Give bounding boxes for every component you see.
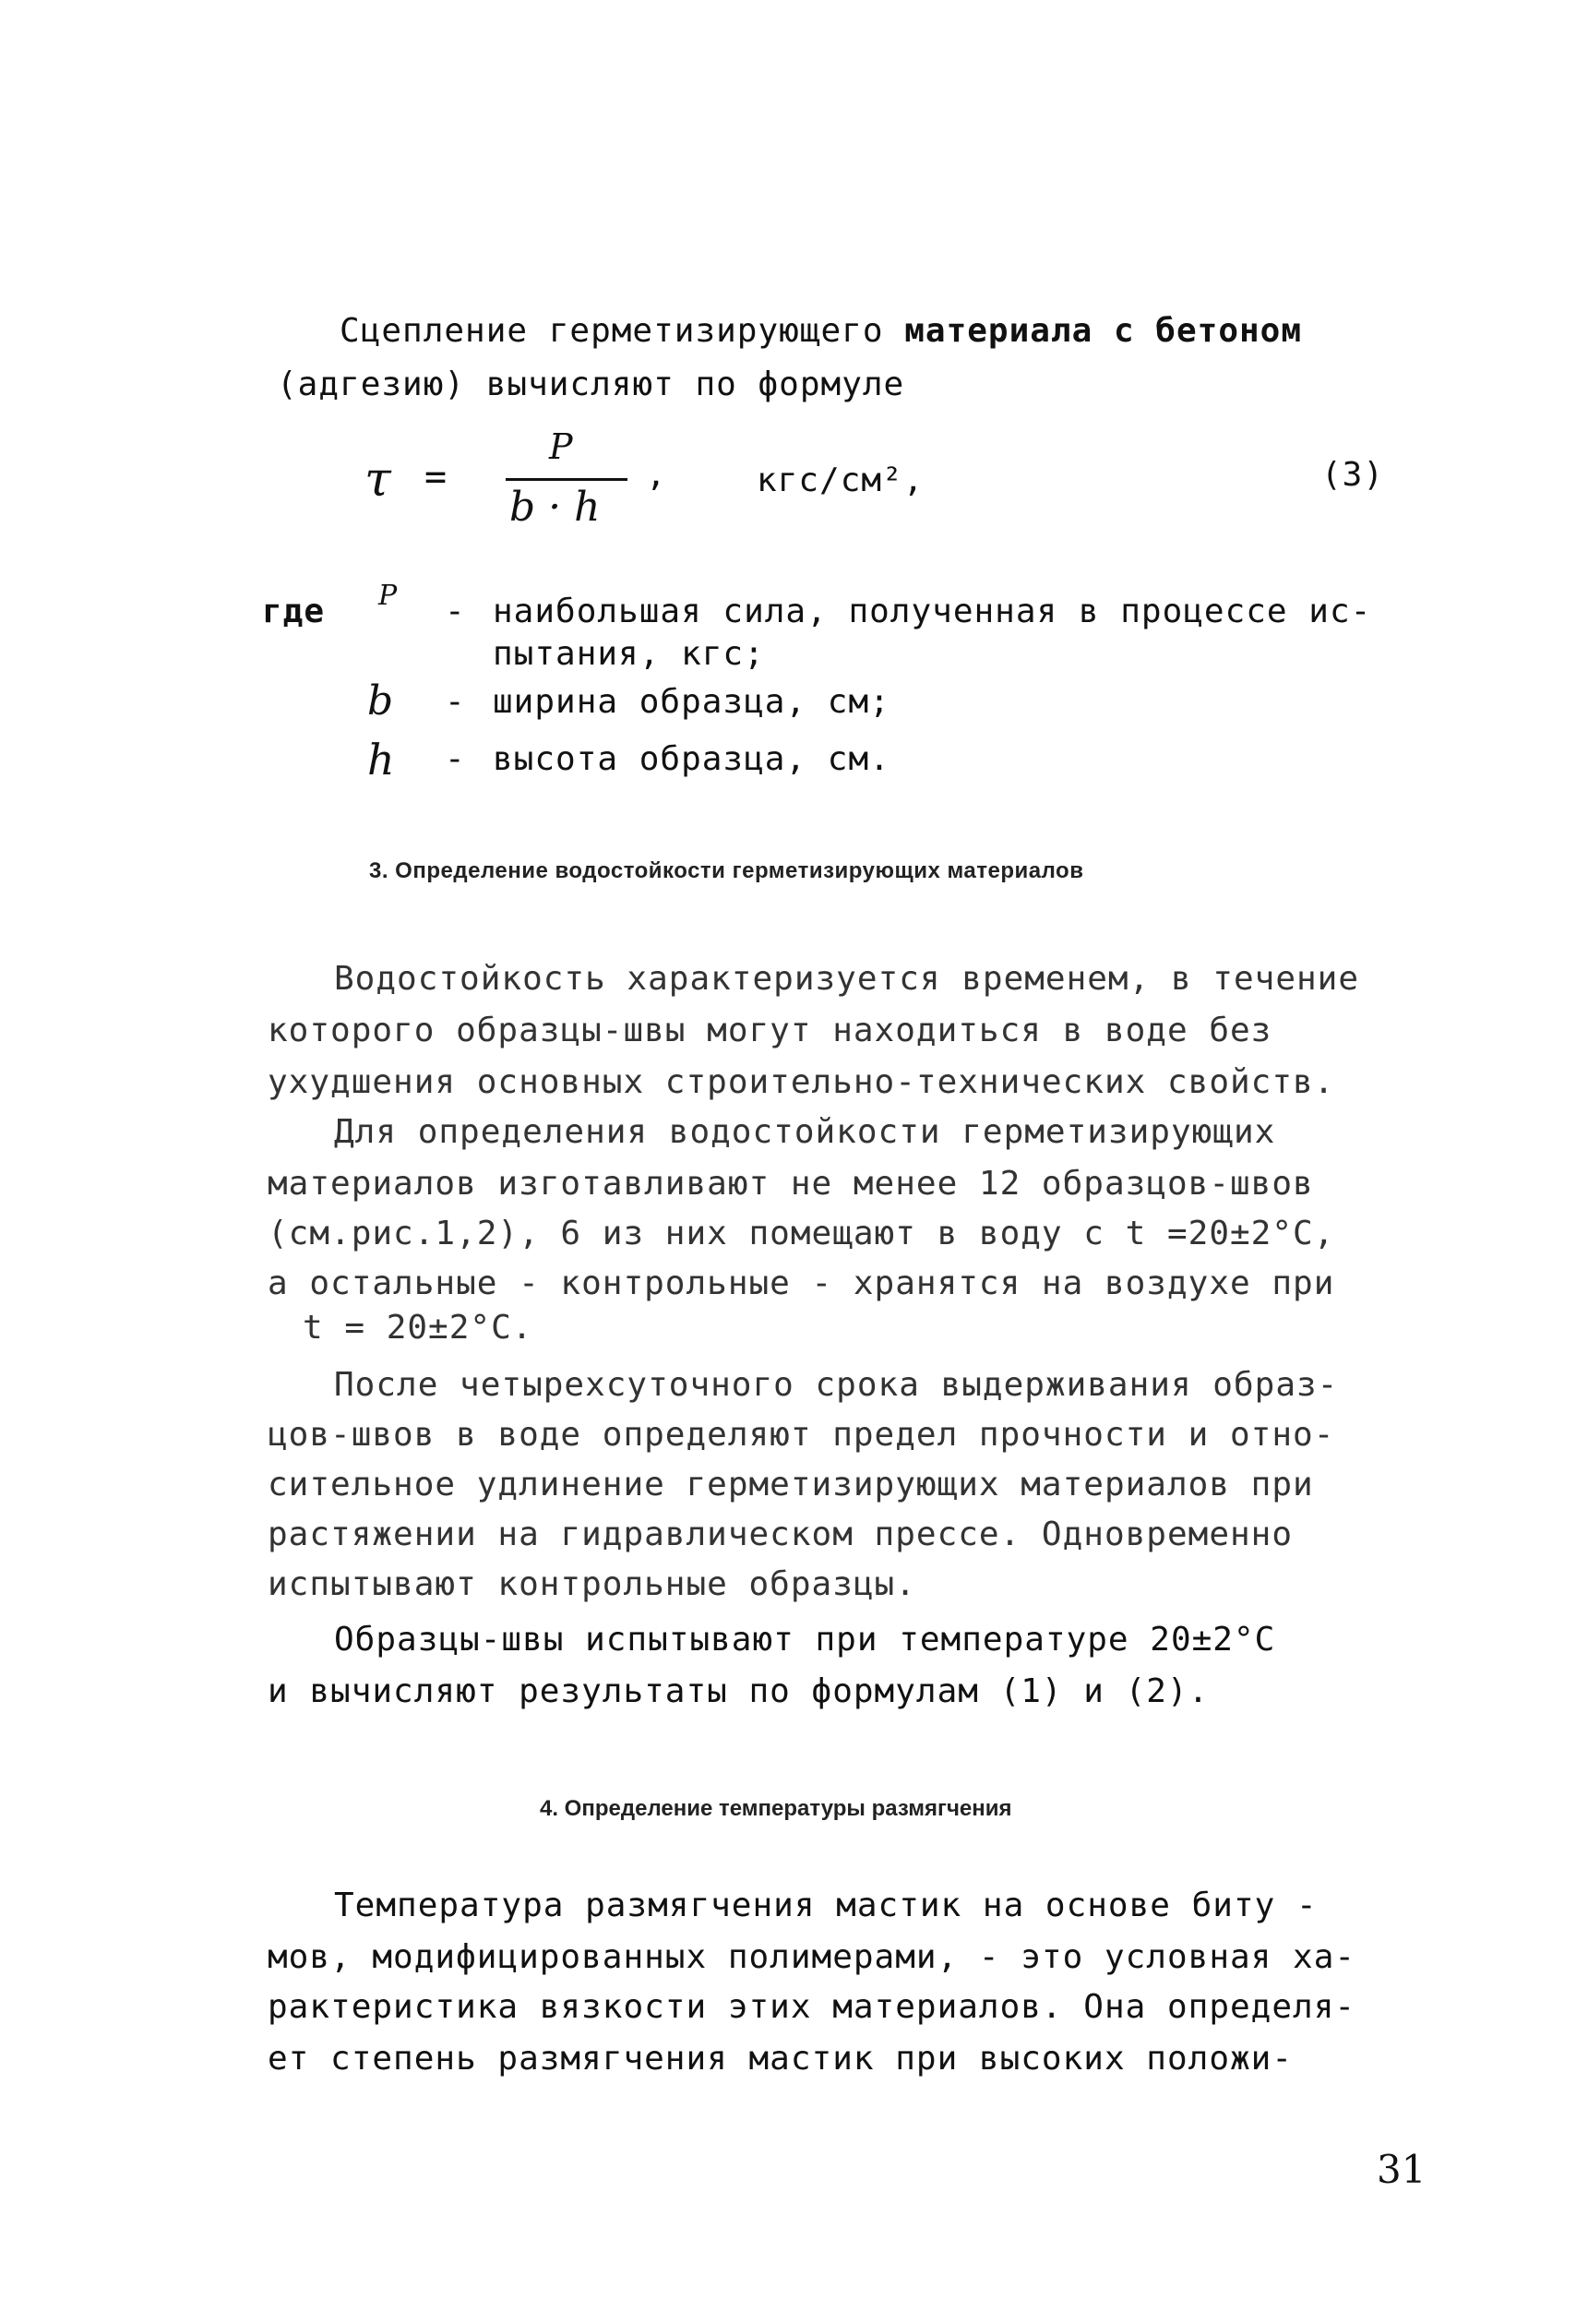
section-3-line: испытывают контрольные образцы.	[268, 1565, 916, 1603]
where-text-p: наибольшая сила, полученная в процессе ис-	[493, 593, 1372, 630]
section-3-line: ухудшения основных строительно-технических свойств.	[268, 1063, 1335, 1101]
where-symbol-h: h	[367, 735, 395, 785]
formula-number: (3)	[1321, 456, 1385, 494]
formula-numerator: P	[549, 426, 573, 467]
intro-line-2: (адгезию) вычисляют по формуле	[277, 365, 905, 403]
where-symbol-b: b	[367, 677, 394, 725]
where-label: где	[262, 593, 326, 630]
intro-line-1-bold: материала с бетоном	[904, 312, 1303, 350]
where-text-h: высота образца, см.	[493, 740, 890, 778]
section-4-line: ет степень размягчения мастик при высоких положи-	[268, 2040, 1294, 2078]
formula-separator: ,	[646, 456, 666, 494]
formula-equals: =	[424, 456, 448, 498]
where-symbol-p: P	[378, 580, 398, 612]
section-3-line: которого образцы-швы могут находиться в воде без	[268, 1012, 1272, 1049]
where-dash-h: -	[445, 740, 466, 778]
where-dash-p: -	[445, 593, 466, 630]
section-3-line: Образцы-швы испытывают при температуре 20±2°C	[334, 1621, 1276, 1659]
formula-fraction-bar	[506, 478, 627, 481]
section-4-line: мов, модифицированных полимерами, - это условная ха-	[268, 1938, 1356, 1976]
section-3-line: (см.рис.1,2), 6 из них помещают в воду с t =20±2°C,	[268, 1215, 1335, 1252]
formula-denominator: b · h	[509, 484, 601, 531]
section-3-line: Для определения водостойкости герметизирующих	[334, 1113, 1276, 1151]
section-3-line: Водостойкость характеризуется временем, в течение	[334, 960, 1360, 998]
section-4-heading: 4. Определение температуры размягчения	[540, 1796, 1012, 1821]
intro-line-1	[340, 312, 1302, 350]
where-dash-b: -	[445, 683, 466, 721]
where-text-p-cont: пытания, кгс;	[493, 635, 765, 673]
section-3-line: материалов изготавливают не менее 12 образцов-швов	[268, 1165, 1314, 1203]
section-4-line: Температура размягчения мастик на основе биту -	[334, 1887, 1318, 1924]
section-3-line: сительное удлинение герметизирующих материалов при	[268, 1466, 1314, 1503]
formula-lhs: τ	[364, 452, 391, 508]
section-3-line: цов-швов в воде определяют предел прочности и отно-	[268, 1416, 1335, 1454]
section-3-heading: 3. Определение водостойкости герметизирующих материалов	[369, 858, 1084, 883]
intro-line-1-regular: Сцепление герметизирующего	[340, 312, 884, 350]
section-3-line: После четырехсуточного срока выдерживания образ-	[334, 1366, 1339, 1404]
section-3-line: а остальные - контрольные - хранятся на воздухе при	[268, 1264, 1335, 1302]
section-3-line: и вычисляют результаты по формулам (1) и (2).	[268, 1672, 1210, 1710]
section-3-line: растяжении на гидравлическом прессе. Одновременно	[268, 1515, 1294, 1553]
section-3-line: t = 20±2°C.	[303, 1309, 533, 1347]
formula-units: кгс/см²,	[757, 461, 925, 499]
section-4-line: рактеристика вязкости этих материалов. Она определя-	[268, 1988, 1356, 2026]
page-number: 31	[1377, 2147, 1427, 2192]
where-text-b: ширина образца, см;	[493, 683, 890, 721]
